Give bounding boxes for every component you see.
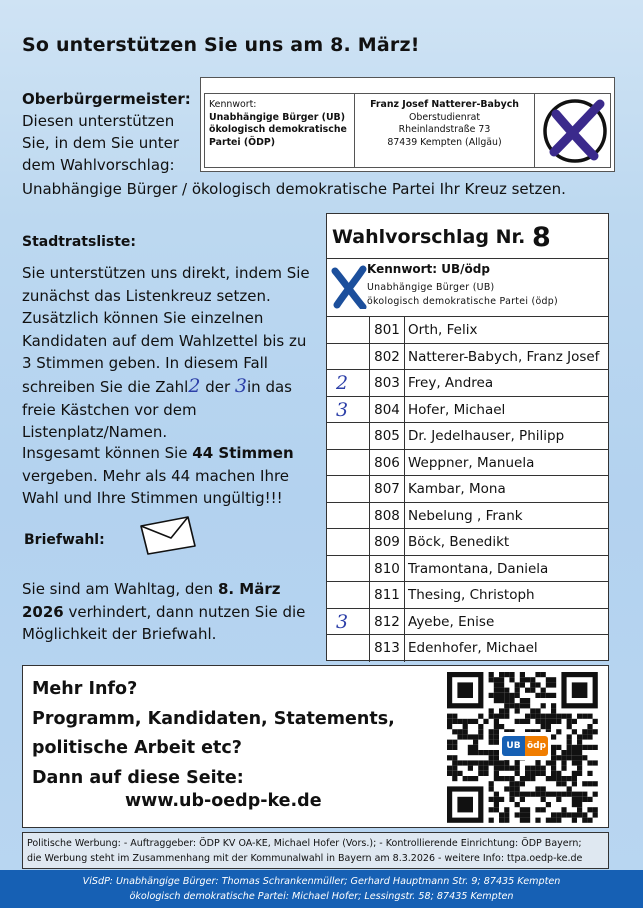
info-line-3: politische Arbeit etc? (32, 738, 242, 758)
vote-box[interactable] (327, 556, 369, 582)
qr-logo (502, 736, 548, 756)
website-url[interactable]: www.ub-oedp-ke.de (125, 791, 322, 811)
candidate-number: 803 (369, 370, 404, 396)
votes-part-2: vergeben. Mehr als 44 machen Ihre Wahl und Ihre Stimmen ungültig!!! (22, 466, 290, 508)
page-headline: So unterstützen Sie uns am 8. März! (22, 34, 420, 56)
vote-box[interactable] (327, 397, 369, 423)
stadtrat-title: Stadtratsliste: (22, 234, 137, 250)
candidate-number: 805 (369, 423, 404, 449)
disclaimer-line-2: die Werbung steht im Zusammenhang mit der Kommunalwahl in Bayern am 8.3.2026 - weitere Info: ttpa.oedp-ke.de (27, 853, 583, 864)
instructions-part-3: in das freie Kästchen vor dem Listenplatz/Namen. (22, 377, 292, 442)
disclaimer (22, 832, 609, 869)
candidate-number: 810 (369, 556, 404, 582)
vote-box[interactable] (327, 317, 369, 343)
candidate-name: Orth, Felix (404, 317, 608, 343)
qr-logo-ub: UB (502, 736, 525, 756)
kennwort-line-2: ökologisch demokratische (209, 124, 347, 135)
info-line-4: Dann auf diese Seite: (32, 767, 244, 788)
candidate-row (327, 344, 608, 371)
list-kennwort-label: Kennwort: UB/ödp (367, 262, 490, 276)
kennwort-line-1: Unabhängige Bürger (UB) (209, 111, 345, 123)
candidate-row (327, 397, 608, 424)
ballot-circle-cross-icon (538, 94, 612, 168)
candidate-number: 808 (369, 503, 404, 529)
vote-box[interactable] (327, 503, 369, 529)
ob-text: Diesen unterstützen Sie, in dem Sie unter dem Wahlvorschlag: (22, 112, 180, 174)
kw-line-2: ökologisch demokratische Partei (ödp) (367, 296, 558, 307)
vote-box[interactable] (327, 423, 369, 449)
candidate-name: Thesing, Christoph (404, 582, 608, 608)
candidate-number: 802 (369, 344, 404, 370)
candidate-street: Rheinlandstraße 73 (398, 124, 491, 135)
wahlvorschlag-header (327, 214, 608, 259)
candidate-number: 812 (369, 609, 404, 635)
candidate-row (327, 609, 608, 636)
instructions-part-1: Sie unterstützen uns direkt, indem Sie zunächst das Listenkreuz setzen. Zusätzlich können Sie einzelnen Kandidaten auf dem Wahlzettel bis zu 3 Stimmen geben. In diesem Fall schreiben Sie die Zahl (22, 264, 310, 396)
vote-box[interactable] (327, 370, 369, 396)
briefwahl-part-1: Sie sind am Wahltag, den (22, 580, 218, 598)
vote-box[interactable] (327, 529, 369, 555)
candidate-row (327, 556, 608, 583)
briefwahl-date: 8. März 2026 (22, 580, 281, 621)
briefwahl-part-2: verhindert, dann nutzen Sie die Möglichkeit der Briefwahl. (22, 602, 306, 644)
candidate-row (327, 503, 608, 530)
ob-description (22, 88, 197, 176)
info-line-1: Mehr Info? (32, 679, 138, 699)
kennwort-label: Kennwort: (209, 99, 257, 110)
handwritten-3: 3 (234, 374, 247, 397)
info-text (32, 675, 395, 793)
candidate-name: Kambar, Mona (404, 476, 608, 502)
qr-code[interactable] (444, 670, 602, 825)
list-kennwort-desc (367, 281, 558, 309)
list-cross-icon (331, 265, 367, 309)
kw-line-1: Unabhängige Bürger (UB) (367, 282, 495, 293)
candidate-name: Nebelung , Frank (404, 503, 608, 529)
candidate-name: Franz Josef Natterer-Babych (370, 99, 519, 110)
footer-line-1: ViSdP: Unabhängige Bürger: Thomas Schrankenmüller; Gerhard Hauptmann Str. 9; 87435 Kempten (82, 876, 561, 887)
candidate-row (327, 423, 608, 450)
visdp-footer (0, 870, 643, 908)
candidate-name: Natterer-Babych, Franz Josef (404, 344, 608, 370)
handwritten-vote: 3 (336, 398, 349, 421)
qr-logo-oedp: ödp (525, 736, 548, 756)
candidate-row (327, 635, 608, 662)
vote-box[interactable] (327, 476, 369, 502)
info-box (22, 665, 609, 828)
ob-text-continued: Unabhängige Bürger / ökologisch demokratische Partei Ihr Kreuz setzen. (22, 180, 566, 198)
candidate-row (327, 370, 608, 397)
list-kennwort (327, 259, 608, 317)
vote-box[interactable] (327, 582, 369, 608)
candidate-name: Frey, Andrea (404, 370, 608, 396)
vote-box[interactable] (327, 609, 369, 635)
wahlvorschlag-number: 8 (532, 222, 551, 253)
ob-ballot-excerpt (200, 77, 615, 172)
candidate-name: Hofer, Michael (404, 397, 608, 423)
candidate-number: 801 (369, 317, 404, 343)
candidate-name: Weppner, Manuela (404, 450, 608, 476)
ob-title: Oberbürgermeister: (22, 90, 191, 108)
wahlvorschlag-title: Wahlvorschlag Nr. (332, 226, 526, 248)
candidate-row (327, 450, 608, 477)
candidate-number: 804 (369, 397, 404, 423)
candidate-name: Ayebe, Enise (404, 609, 608, 635)
candidate-city: 87439 Kempten (Allgäu) (387, 136, 502, 148)
candidate-number: 811 (369, 582, 404, 608)
candidate-row (327, 582, 608, 609)
info-line-2: Programm, Kandidaten, Statements, (32, 708, 395, 729)
ob-ballot-candidate (355, 94, 535, 167)
stadtrat-instructions (22, 262, 312, 444)
handwritten-2: 2 (188, 374, 201, 397)
vote-box[interactable] (327, 450, 369, 476)
briefwahl-text (22, 578, 312, 646)
instructions-part-2: der (200, 377, 231, 396)
handwritten-vote: 3 (336, 610, 349, 633)
ob-ballot-kennwort (205, 94, 355, 167)
footer-line-2: ökologisch demokratische Partei: Michael Hofer; Lessingstr. 58; 87435 Kempten (129, 891, 514, 902)
candidate-row (327, 317, 608, 344)
votes-part-1: Insgesamt können Sie (22, 444, 193, 462)
vote-box[interactable] (327, 344, 369, 370)
candidate-row (327, 529, 608, 556)
candidate-job: Oberstudienrat (409, 111, 480, 123)
candidate-number: 807 (369, 476, 404, 502)
candidate-row (327, 476, 608, 503)
ob-ballot-vote-box (535, 94, 610, 167)
candidate-number: 809 (369, 529, 404, 555)
candidate-name: Edenhofer, Michael (404, 635, 608, 662)
wahlvorschlag-ballot (326, 213, 609, 661)
vote-box[interactable] (327, 635, 369, 662)
briefwahl-title: Briefwahl: (24, 532, 105, 548)
candidate-number: 806 (369, 450, 404, 476)
vote-count-info (22, 442, 312, 510)
envelope-icon (138, 514, 198, 556)
handwritten-vote: 2 (336, 372, 349, 394)
candidate-name: Dr. Jedelhauser, Philipp (404, 423, 608, 449)
candidate-name: Böck, Benedikt (404, 529, 608, 555)
votes-count: 44 Stimmen (192, 444, 294, 462)
kennwort-line-3: Partei (ÖDP) (209, 136, 276, 148)
candidate-number: 813 (369, 635, 404, 662)
disclaimer-line-1: Politische Werbung: - Auftraggeber: ÖDP KV OA-KE, Michael Hofer (Vors.); - Kontrollierende Einrichtung: ÖDP Bayern; (27, 838, 582, 849)
candidate-name: Tramontana, Daniela (404, 556, 608, 582)
